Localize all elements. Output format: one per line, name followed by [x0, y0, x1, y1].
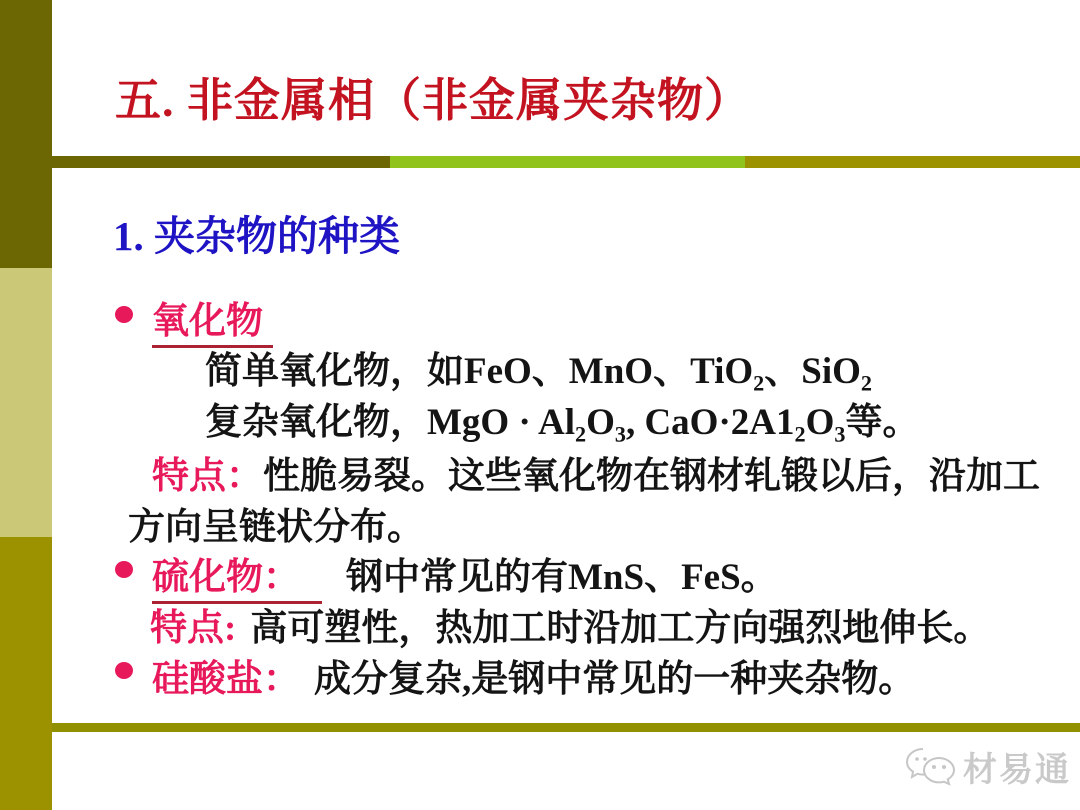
- feature-label: 特点:: [150, 608, 237, 649]
- bullet-icon: [115, 306, 133, 323]
- sulfide-text: 钢中常见的有MnS、FeS。: [346, 557, 778, 598]
- sulfide-label: 硫化物：: [152, 557, 322, 604]
- bullet-item-silicate: [152, 648, 915, 702]
- oxide-label: 氧化物: [152, 301, 273, 348]
- oxide-complex-line: 复杂氧化物，MgO · Al₂O₃, CaO·2A1₂O₃等。: [205, 402, 920, 443]
- bottom-rule: [52, 723, 1080, 732]
- sulfide-feature-line: [150, 597, 990, 651]
- bullet-item-oxide: [152, 290, 273, 344]
- feature-text: 性脆易裂。这些氧化物在钢材轧锻以后，沿加工方向呈链状分布。: [128, 456, 1040, 548]
- sidebar-band-dark-olive: [0, 0, 52, 268]
- chat-bubbles-icon: [903, 746, 957, 788]
- feature-text: 高可塑性，热加工时沿加工方向强烈地伸长。: [250, 608, 991, 649]
- silicate-text: 成分复杂,是钢中常见的一种夹杂物。: [314, 659, 916, 700]
- divider-segment-dark-olive: [52, 156, 390, 168]
- feature-label: 特点：: [152, 456, 263, 497]
- oxide-simple-line: 简单氧化物，如FeO、MnO、TiO₂、SiO₂: [205, 351, 872, 392]
- watermark-brand: 材易通: [963, 751, 1071, 789]
- title-divider-bar: [52, 156, 1080, 168]
- bullet-icon: [115, 662, 133, 679]
- bullet-icon: [115, 561, 133, 578]
- oxide-feature-paragraph: [128, 451, 1046, 553]
- silicate-label: 硅酸盐：: [152, 659, 300, 700]
- section-heading: 1. 夹杂物的种类: [113, 213, 400, 259]
- divider-segment-olive: [745, 156, 1080, 168]
- sidebar-decoration: [0, 0, 52, 810]
- bullet-item-sulfide: [152, 546, 778, 600]
- watermark: [903, 742, 1071, 791]
- sidebar-band-khaki: [0, 268, 52, 537]
- divider-segment-green: [390, 156, 745, 168]
- slide-title: 五. 非金属相（非金属夹杂物）: [115, 75, 751, 126]
- sidebar-band-olive: [0, 537, 52, 810]
